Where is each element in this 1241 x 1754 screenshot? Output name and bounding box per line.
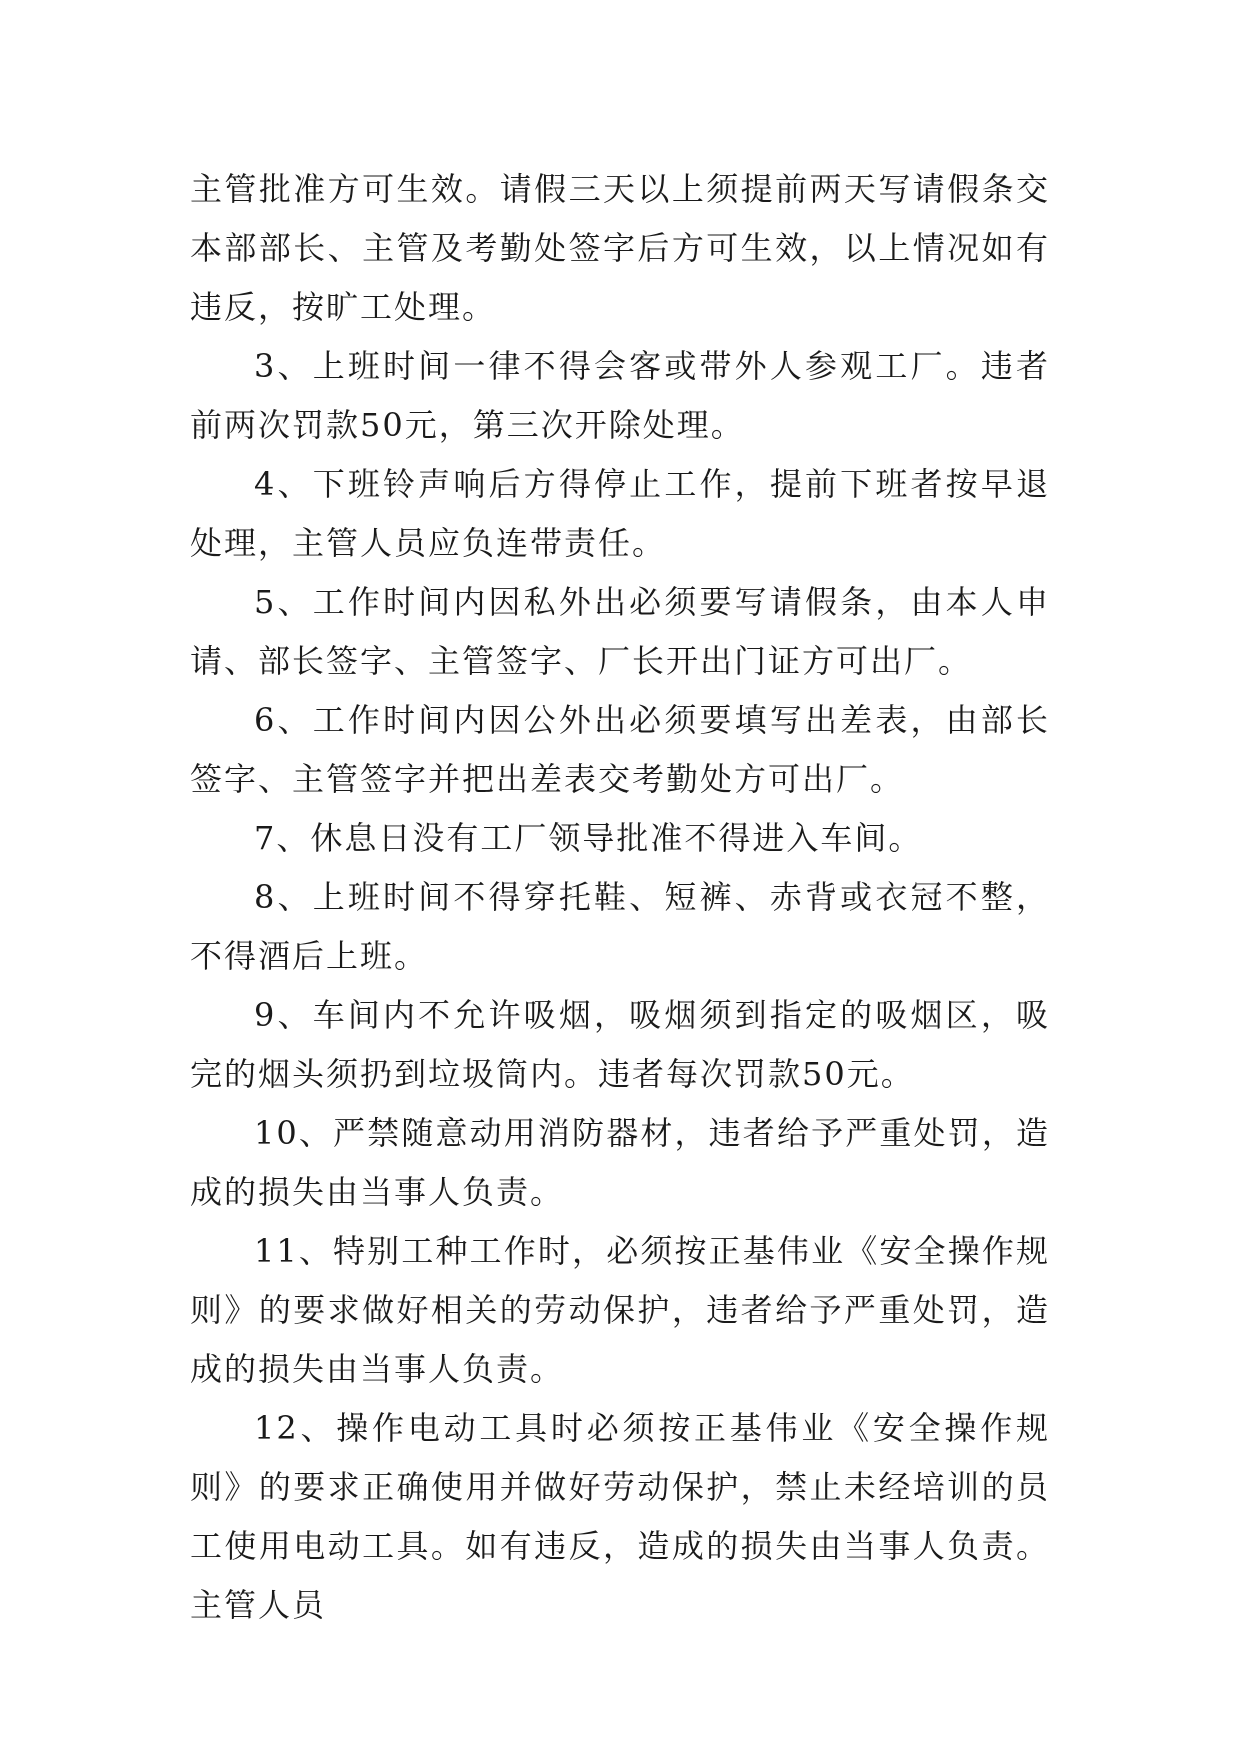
paragraph-rule-3: 3、上班时间一律不得会客或带外人参观工厂。违者前两次罚款50元，第三次开除处理。 — [190, 347, 1050, 444]
paragraph-rule-5: 5、工作时间内因私外出必须要写请假条，由本人申请、部长签字、主管签字、厂长开出门证方可出厂。 — [190, 583, 1050, 680]
document-body — [190, 160, 1050, 1635]
paragraph-rule-12: 12、操作电动工具时必须按正基伟业《安全操作规则》的要求正确使用并做好劳动保护，禁止未经培训的员工使用电动工具。如有违反，造成的损失由当事人负责。主管人员 — [190, 1409, 1050, 1624]
paragraph-rule-6: 6、工作时间内因公外出必须要填写出差表，由部长签字、主管签字并把出差表交考勤处方可出厂。 — [190, 701, 1050, 798]
paragraph-rule-11: 11、特别工种工作时，必须按正基伟业《安全操作规则》的要求做好相关的劳动保护，违者给予严重处罚，造成的损失由当事人负责。 — [190, 1232, 1050, 1388]
paragraph-rule-4: 4、下班铃声响后方得停止工作，提前下班者按早退处理，主管人员应负连带责任。 — [190, 465, 1050, 562]
paragraph-rule-7: 7、休息日没有工厂领导批准不得进入车间。 — [254, 819, 923, 857]
paragraph-rule-8: 8、上班时间不得穿托鞋、短裤、赤背或衣冠不整，不得酒后上班。 — [190, 878, 1050, 975]
paragraph-continuation: 主管批准方可生效。请假三天以上须提前两天写请假条交本部部长、主管及考勤处签字后方可生效，以上情况如有违反，按旷工处理。 — [190, 170, 1050, 326]
paragraph-rule-9: 9、车间内不允许吸烟，吸烟须到指定的吸烟区，吸完的烟头须扔到垃圾筒内。违者每次罚款50元。 — [190, 996, 1050, 1093]
paragraph-rule-10: 10、严禁随意动用消防器材，违者给予严重处罚，造成的损失由当事人负责。 — [190, 1114, 1050, 1211]
